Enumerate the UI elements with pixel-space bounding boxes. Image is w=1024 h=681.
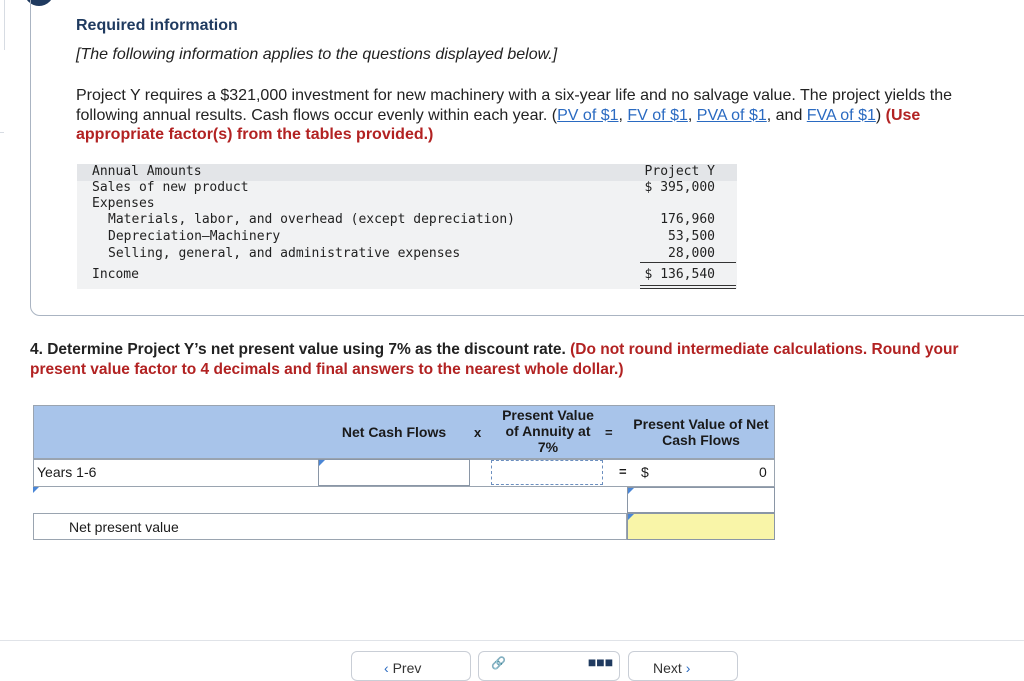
required-info-title: Required information <box>76 17 238 34</box>
pv-net-cash-flows-value: 0 <box>759 464 767 480</box>
row-label: Depreciation—Machinery <box>108 229 281 244</box>
next-label: Next <box>653 660 682 676</box>
total-double-underline <box>640 285 736 286</box>
prev-label: Prev <box>392 660 422 676</box>
chevron-left-icon: ‹ <box>384 660 389 676</box>
blank-row-value-input[interactable] <box>627 487 775 513</box>
npv-label: Net present value <box>69 519 179 535</box>
row-value: 28,000 <box>668 246 715 261</box>
fva-table-link[interactable]: FVA of $1 <box>806 106 876 124</box>
fv-table-link[interactable]: FV of $1 <box>627 106 688 124</box>
required-info-subtitle: [The following information applies to the questions displayed below.] <box>76 46 558 63</box>
intro-text: Project Y requires a $321,000 investment for new machinery with a six-year life and no salvage value. The project yields the following annual results. Cash flows occur evenly within each year. ( <box>76 87 953 124</box>
pv-annuity-factor-input[interactable] <box>491 460 603 485</box>
pv-table-link[interactable]: PV of $1 <box>557 106 619 124</box>
question-4 <box>30 340 1005 379</box>
table-header-label: Annual Amounts <box>92 164 202 179</box>
pva-table-link[interactable]: PVA of $1 <box>696 106 767 124</box>
link-icon: 🔗 <box>491 656 506 670</box>
separator: , <box>618 106 628 124</box>
question-instruction: (Do not round intermediate calculations. Round your present value factor to 4 decimals and final answers to the nearest whole dollar.) <box>30 341 959 378</box>
left-divider-tick <box>0 132 4 133</box>
separator: , and <box>766 106 807 124</box>
row-label: Income <box>92 267 139 282</box>
col-pv-net-cash-flows: Present Value of Net Cash Flows <box>633 416 769 448</box>
question-picker[interactable] <box>478 651 620 681</box>
blank-row-input[interactable] <box>33 487 627 513</box>
row-label: Expenses <box>92 196 155 211</box>
annual-results-table <box>77 164 737 289</box>
subtotal-underline <box>640 262 736 263</box>
row-value: $ 136,540 <box>644 267 715 282</box>
currency-symbol: $ <box>641 464 649 480</box>
row-value: $ 395,000 <box>644 180 715 195</box>
row-label: Materials, labor, and overhead (except depreciation) <box>108 212 515 227</box>
multiply-operator: x <box>474 425 482 440</box>
col-net-cash-flows: Net Cash Flows <box>341 424 447 440</box>
npv-input[interactable] <box>627 513 775 540</box>
row-value: 176,960 <box>660 212 715 227</box>
problem-description <box>76 86 996 145</box>
prev-button[interactable] <box>351 651 471 681</box>
next-button[interactable] <box>628 651 738 681</box>
row-label: Selling, general, and administrative expenses <box>108 246 461 261</box>
chevron-right-icon: › <box>685 660 691 676</box>
npv-worksheet <box>33 405 775 540</box>
col-pv-annuity: Present Value of Annuity at 7% <box>502 407 594 455</box>
row-value: 53,500 <box>668 229 715 244</box>
footer-divider <box>0 640 1024 641</box>
grid-icon: ■■■ <box>587 654 614 670</box>
question-text: 4. Determine Project Y’s net present value using 7% as the discount rate. <box>30 341 571 358</box>
total-double-underline <box>640 288 736 289</box>
equals-operator: = <box>605 425 613 440</box>
equals-operator: = <box>619 464 627 479</box>
separator: , <box>687 106 697 124</box>
row-label: Sales of new product <box>92 180 249 195</box>
intro-text-close: ) <box>875 106 886 124</box>
left-divider <box>0 0 5 50</box>
net-cash-flows-input[interactable] <box>318 459 470 486</box>
table-instruction: (Use appropriate factor(s) from the tables provided.) <box>76 106 921 143</box>
row-label-years: Years 1-6 <box>37 464 97 480</box>
table-header-project: Project Y <box>644 164 715 179</box>
